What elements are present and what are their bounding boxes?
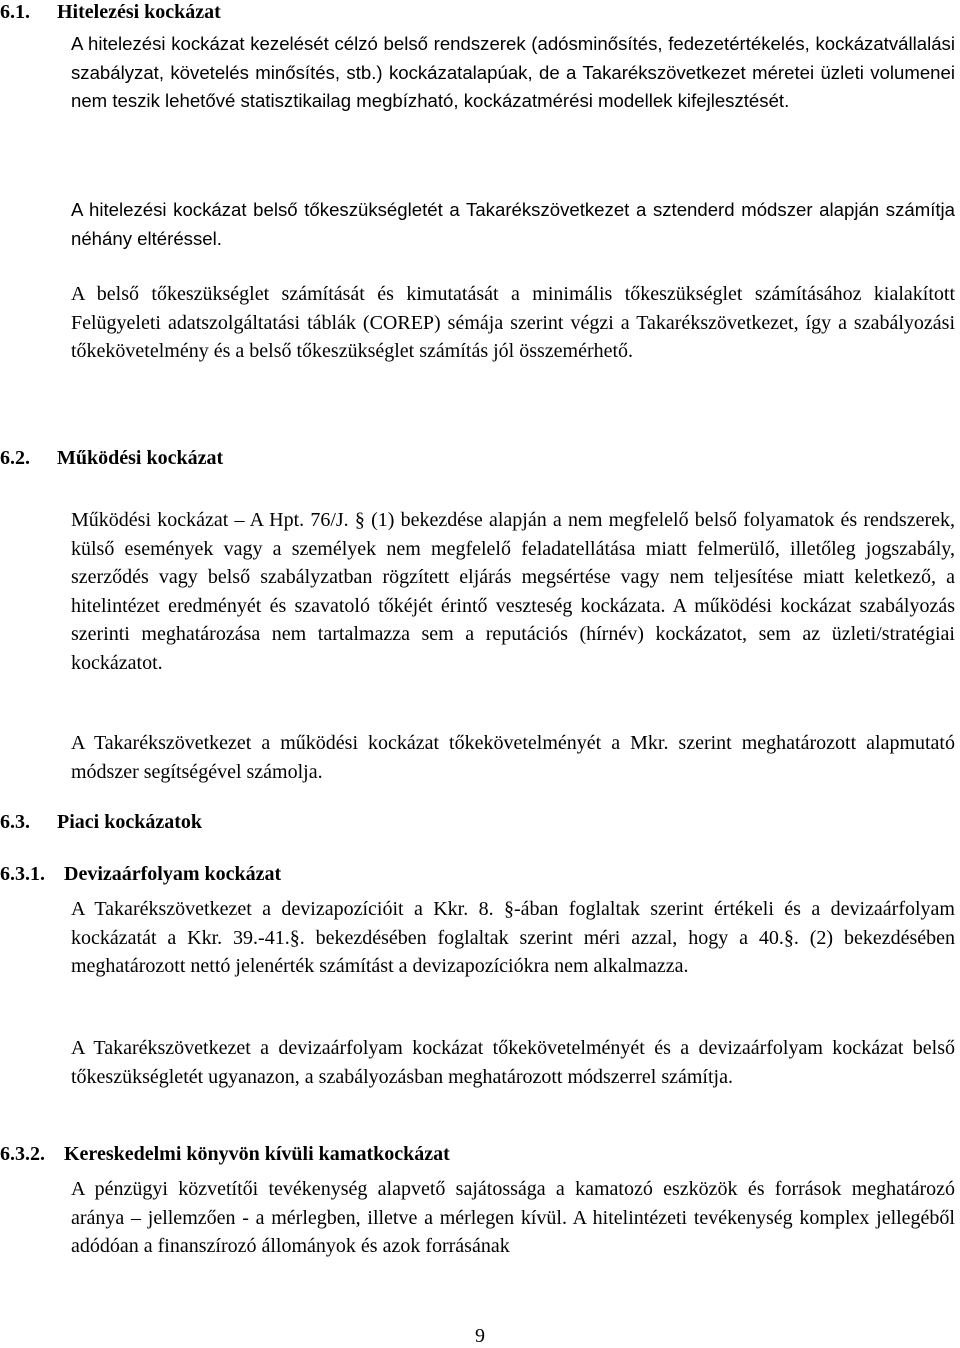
heading-title: Hitelezési kockázat xyxy=(57,1,221,23)
paragraph-fx-capital-requirement: A Takarékszövetkezet a devizaárfolyam kockázat tőkekövetelményét és a devizaárfolyam kockázat belső tőkeszükségletét ugyanazon, a szabályozásban meghatározott módszerrel számítja. xyxy=(71,1037,955,1088)
heading-title: Devizaárfolyam kockázat xyxy=(64,863,282,885)
paragraph-interest-rate-risk: A pénzügyi közvetítői tevékenység alapvető sajátossága a kamatozó eszközök és források meghatározó aránya – jellemzően - a mérlegben, illetve a mérlegen kívül. A hitelintézeti tevékenység komplex jellegéből adódóan a finanszírozó állományok és azok forrásának xyxy=(71,1178,955,1258)
heading-number: 6.1. xyxy=(0,1,30,23)
heading-number: 6.3. xyxy=(0,811,30,833)
heading-title: Kereskedelmi könyvön kívüli kamatkockázat xyxy=(64,1143,450,1165)
paragraph-operational-risk-definition: Működési kockázat – A Hpt. 76/J. § (1) bekezdése alapján a nem megfelelő belső folyamatok és rendszerek, külső események vagy a személyek nem megfelelő feladatellátása miatt felmerülő, illetőleg jogszabály, szerződés vagy belső szabályzatban rögzített eljárás megsértése vagy nem teljesítése miatt keletkező, a hitelintézet eredményét és szavatoló tőkéjét érintő veszteség kockázata. A működési kockázat szabályozás szerinti meghatározása nem tartalmazza sem a reputációs (hírnév) kockázatot, sem az üzleti/stratégiai kockázatot. xyxy=(71,509,955,674)
paragraph-fx-position-valuation: A Takarékszövetkezet a devizapozícióit a Kkr. 8. §-ában foglaltak szerint értékeli és a devizaárfolyam kockázatát a Kkr. 39.-41.§. bekezdésében foglaltak szerint méri azzal, hogy a 40.§. (2) bekezdésében meghatározott nettó jelenérték számítást a devizapozíciókra nem alkalmazza. xyxy=(71,898,955,978)
heading-6-1 xyxy=(0,0,221,24)
heading-6-3 xyxy=(0,810,202,834)
paragraph-credit-risk-capital: A hitelezési kockázat belső tőkeszükségletét a Takarékszövetkezet a sztenderd módszer alapján számítja néhány eltéréssel. xyxy=(71,199,955,249)
heading-6-3-2 xyxy=(0,1142,450,1166)
heading-number: 6.3.1. xyxy=(0,863,45,885)
paragraph-credit-risk-systems: A hitelezési kockázat kezelését célzó belső rendszerek (adósminősítés, fedezetértékelés, kockázatvállalási szabályzat, követelés minősítés, stb.) kockázatalapúak, de a Takarékszövetkezet méretei üzleti volumenei nem teszik lehetővé statisztikailag megbízható, kockázatmérési modellek kifejlesztését. xyxy=(71,33,955,112)
page-number: 9 xyxy=(475,1325,485,1347)
heading-number: 6.3.2. xyxy=(0,1143,45,1165)
heading-number: 6.2. xyxy=(0,447,30,469)
heading-title: Működési kockázat xyxy=(57,447,224,469)
paragraph-capital-calculation: A belső tőkeszükséglet számítását és kimutatását a minimális tőkeszükséglet számításához kialakított Felügyeleti adatszolgáltatási táblák (COREP) sémája szerint végzi a Takarékszövetkezet, így a szabályozási tőkekövetelmény és a belső tőkeszükséglet számítás jól összemérhető. xyxy=(71,283,955,363)
heading-6-3-1 xyxy=(0,862,281,886)
paragraph-operational-risk-method: A Takarékszövetkezet a működési kockázat tőkekövetelményét a Mkr. szerint meghatározott alapmutató módszer segítségével számolja. xyxy=(71,732,955,783)
heading-title: Piaci kockázatok xyxy=(57,811,202,833)
heading-6-2 xyxy=(0,446,223,470)
